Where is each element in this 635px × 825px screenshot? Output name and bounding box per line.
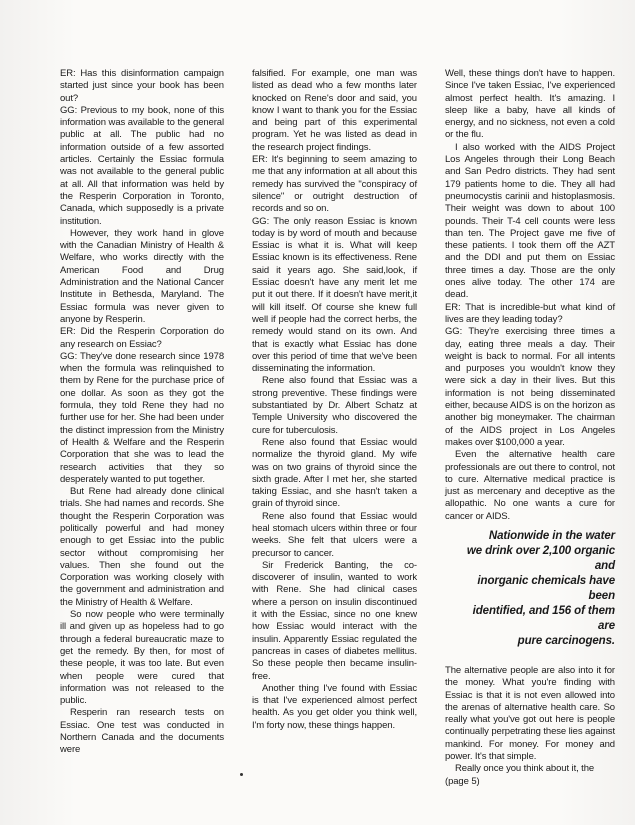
page-reference: (page 5) <box>445 775 480 787</box>
pull-quote-line: we drink over 2,100 organic and <box>466 544 615 572</box>
column-right-top-text <box>445 68 615 523</box>
paragraph: Rene also found that Essiac would normalize the thyroid gland. My wife was on two grains of thyroid since the sixth grade. After I met her, she started taking Essiac, and she hasn't taken a grain of thyroid since. <box>252 436 417 510</box>
paragraph: So now people who were terminally ill and given up as hopeless had to go through a federal bureaucratic maze to get the remedy. By then, for most of these people, it was too late. But even when people were cured that information was not released to the public. <box>60 609 224 707</box>
pull-quote-line: identified, and 156 of them are <box>472 604 615 632</box>
paragraph: Rene also found that Essiac was a strong preventive. These findings were substantiated by Dr. Albert Schatz at Temple University who discovered the cure for tuberculosis. <box>252 375 417 436</box>
paragraph: Really once you think about it, the <box>455 763 595 775</box>
pull-quote-line: pure carcinogens. <box>517 634 615 647</box>
paragraph: Resperin ran research tests on Essiac. One test was conducted in Northern Canada and the documents were <box>60 707 224 756</box>
paragraph: GG: The only reason Essiac is known today is by word of mouth and because Essiac is what it is. What will keep Essiac known is its effectiveness. Rene said it years ago. She said,look, if Essiac doesn't have any merit let me put it out there. If it doesn't have merit,it will kill itself. Of course she knew full well if people had the correct herbs, the remedy would stand on its own. And that is exactly what Essiac has done over this period of time that we've been disseminating the information. <box>252 215 417 375</box>
paragraph: I also worked with the AIDS Project Los Angeles through their Long Beach and San Pedro districts. They had sent 179 patients home to die. They all had pneumocystis carinii and histoplasmosis. Their weight was down to about 100 pounds. Their T-4 cell counts were less than ten. The Project gave me five of these patients. I took them off the AZT and the DDI and put them on Essiac three times a day. Those are the only ones alive today. The other 174 are dead. <box>445 141 615 301</box>
paragraph: However, they work hand in glove with the Canadian Ministry of Health & Welfare, who works directly with the American Food and Drug Administration and the National Cancer Institute in Bethesda, Maryland. The Essiac formula was never given to anyone by Resperin. <box>60 227 224 325</box>
paragraph: Sir Frederick Banting, the co-discoverer of insulin, wanted to work with Rene. She had clinical cases where a person on insulin discontinued it with the Essiac, since no one knew how Essiac would interact with the insulin. Apparently Essiac regulated the pancreas in cases of diabetes mellitus. So these people then became insulin-free. <box>252 559 417 682</box>
paragraph: GG: They've done research since 1978 when the formula was relinquished to them by Rene for the purchase price of one dollar. As soon as they got the formula, they told Rene they had no further use for her. She had been under the distinct impression from the Ministry of Health & Welfare and the Resperin Corporation that she was to lead the research activities that they so desperately wanted to put together. <box>60 350 224 485</box>
paragraph: ER: It's beginning to seem amazing to me that any information at all about this remedy has survived the "conspiracy of silence" or outright destruction of records and so on. <box>252 154 417 215</box>
paragraph: ER: Has this disinformation campaign started just since your book has been out? <box>60 68 224 104</box>
column-right-bottom-text <box>445 665 615 776</box>
column-right <box>445 68 615 788</box>
paragraph: Rene also found that Essiac would heal stomach ulcers within three or four weeks. She felt that ulcers were a precursor to cancer. <box>252 510 417 559</box>
paragraph: The alternative people are also into it for the money. What you're finding with Essiac is that it is not even allowed into the arenas of alternative health care. So really what you've got out here is people continually perpetrating these lies against mankind. For money. For money and power. It's that simple. <box>445 664 615 763</box>
stray-mark <box>240 773 243 776</box>
column-left <box>60 68 224 757</box>
column-middle <box>252 68 417 732</box>
paragraph: But Rene had already done clinical trials. She had names and records. She thought the Resperin Corporation was politically powerful and had money enough to get Essiac into the public sector without compromising her values. Then she found out the Corporation was working closely with the government and administration and the Ministry of Health & Welfare. <box>60 486 224 608</box>
pull-quote-line: Nationwide in the water <box>488 529 615 542</box>
paragraph: ER: Did the Resperin Corporation do any research on Essiac? <box>60 326 224 350</box>
paragraph: Well, these things don't have to happen. Since I've taken Essiac, I've experienced almost perfect health. It's amazing. I sleep like a baby, have all kinds of energy, and no sickness, not even a cold or the flu. <box>445 68 615 141</box>
paragraph: Another thing I've found with Essiac is that I've experienced almost perfect health. As you get older you think well, I'm forty now, these things happen. <box>252 682 417 731</box>
pull-quote <box>455 529 615 649</box>
paragraph: GG: They're exercising three times a day, eating three meals a day. Their weight is back to normal. For all intents and purposes you wouldn't know they were sick a day in their lives. But this information is not being disseminated either, because AIDS is on the horizon as another big moneymaker. The chairman of the AIDS project in Los Angeles makes over $100,000 a year. <box>445 326 615 448</box>
pull-quote-line: inorganic chemicals have been <box>477 574 615 602</box>
paragraph: falsified. For example, one man was listed as dead who a few months later knocked on Rene's door and said, you know I want to thank you for the Essiac and being part of this experimental program. Yet he was listed as dead in the research project findings. <box>252 68 417 153</box>
paragraph: Even the alternative health care professionals are out there to control, not to cure. Alternative medical practice is just as mercenary and deceptive as the allopathic. No one wants a cure for cancer or AIDS. <box>445 449 615 522</box>
paragraph: GG: Previous to my book, none of this information was available to the general public at all. The public had no information outside of a few assorted articles. Certainly the Essiac formula was not available to the general public at all. All that information was held by the Resperin Corporation in Toronto, Canada, which supposedly is a private institution. <box>60 104 224 227</box>
paragraph: ER: That is incredible-but what kind of lives are they leading today? <box>445 301 615 325</box>
